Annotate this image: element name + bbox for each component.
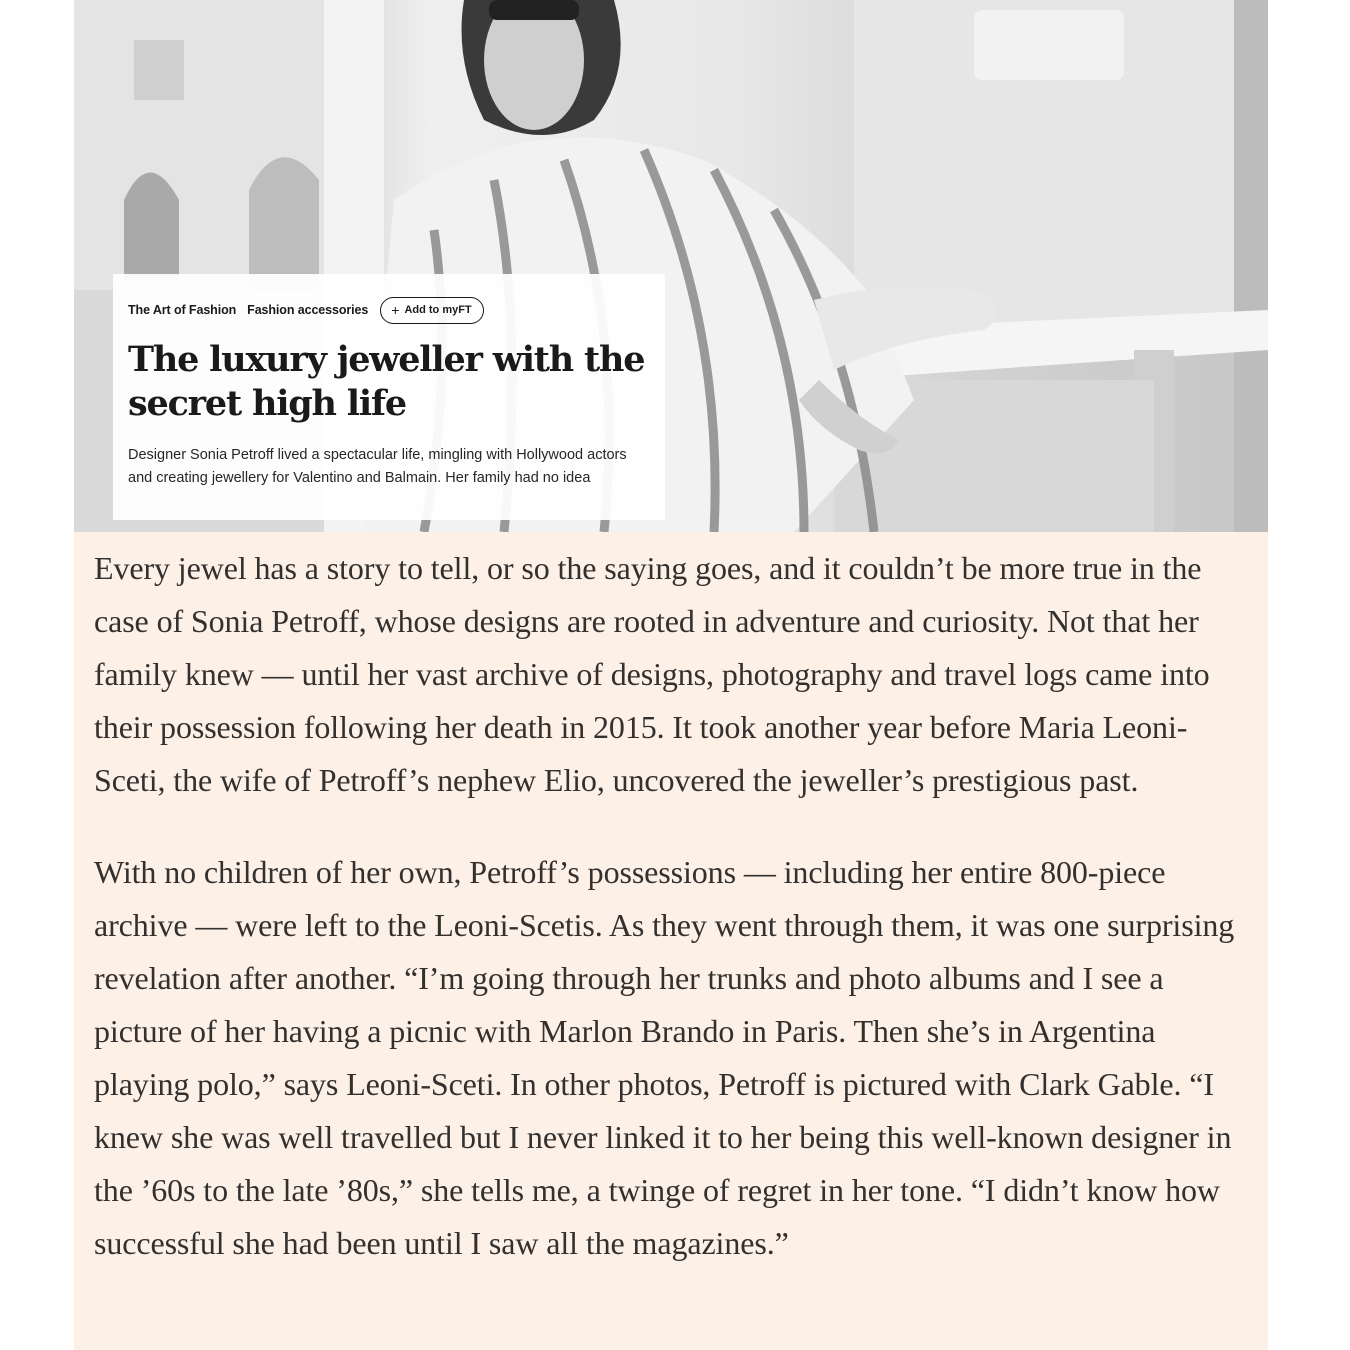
article-paragraph-2: With no children of her own, Petroff’s possessions — including her entire 800-piece archive — were left to the Leoni-Scetis. As they went through them, it was one surprising revelation after another. “I’m going through her trunks and photo albums and I see a picture of her having a picnic with Marlon Brando in Paris. Then she’s in Argentina playing polo,” says Leoni-Sceti. In other photos, Petroff is pictured with Clark Gable. “I knew she was well travelled but I never linked it to her being this well-known designer in the ’60s to the late ’80s,” she tells me, a twinge of regret in her tone. “I didn’t know how successful she had been until I saw all the magazines.” <box>94 854 1235 1261</box>
article-paragraph-1: Every jewel has a story to tell, or so the saying goes, and it couldn’t be more true in the case of Sonia Petroff, whose designs are rooted in adventure and curiosity. Not that her family knew — until her vast archive of designs, photography and travel logs came into their possession following her death in 2015. It took another year before Maria Leoni-Sceti, the wife of Petroff’s nephew Elio, uncovered the jeweller’s prestigious past. <box>94 550 1210 798</box>
add-to-myft-button[interactable] <box>380 297 483 324</box>
article-header-card <box>113 274 665 520</box>
topic-link-fashion-accessories[interactable]: Fashion accessories <box>247 303 369 317</box>
article-body <box>74 532 1268 1350</box>
hero-image <box>74 0 1268 532</box>
article-standfirst: Designer Sonia Petroff lived a spectacular life, mingling with Hollywood actors and creating jewellery for Valentino and Balmain. Her family had no idea <box>128 447 627 486</box>
plus-icon: + <box>391 302 400 318</box>
article-headline: The luxury jeweller with the secret high life <box>128 339 645 424</box>
topic-link-art-of-fashion[interactable]: The Art of Fashion <box>128 303 237 317</box>
topic-tags <box>128 296 650 324</box>
add-to-myft-label: Add to myFT <box>404 304 472 316</box>
